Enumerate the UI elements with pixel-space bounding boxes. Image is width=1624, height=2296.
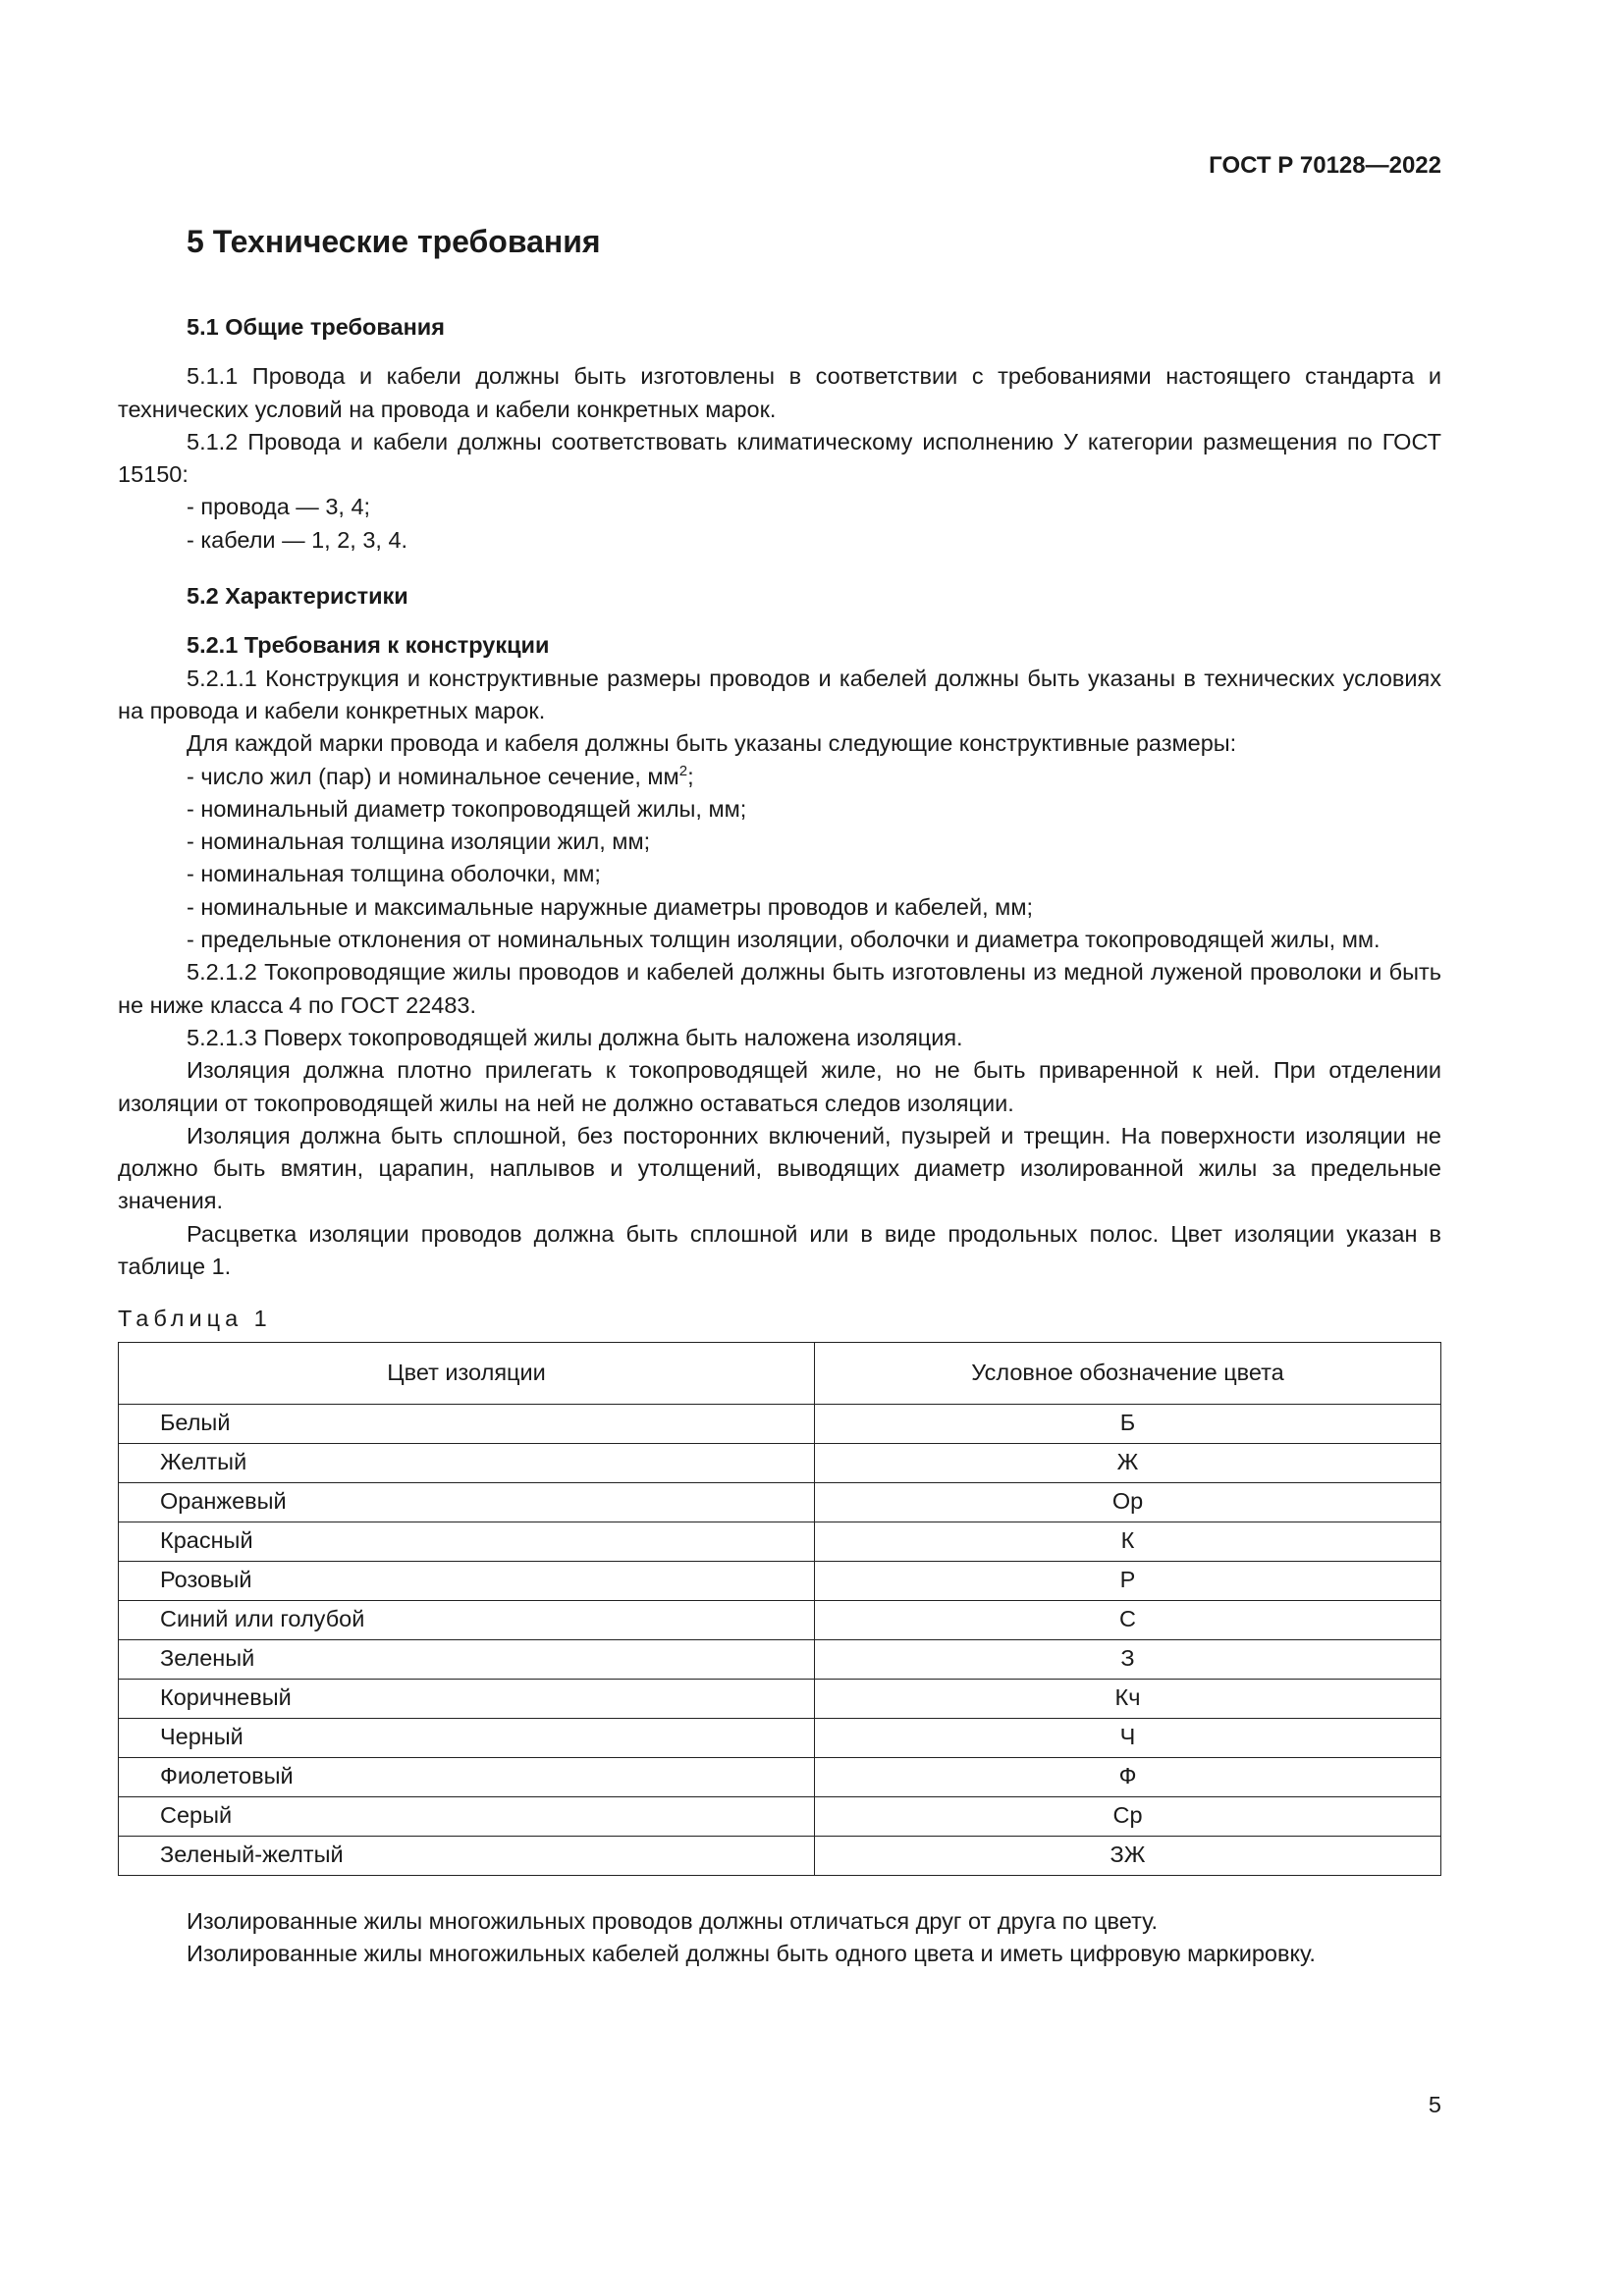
column-header: Условное обозначение цвета — [815, 1342, 1441, 1404]
paragraph-insulation-1: Изоляция должна плотно прилегать к токопроводящей жиле, но не быть приваренной к ней. При отделении изоляции от токопроводящей жилы на ней не должно оставаться следов изоляции. — [118, 1057, 1441, 1116]
list-item: - номинальный диаметр токопроводящей жилы, мм; — [187, 795, 747, 822]
page-number: 5 — [1428, 2092, 1441, 2117]
color-code-cell: Ср — [815, 1796, 1441, 1836]
color-name-cell: Белый — [119, 1404, 815, 1443]
color-code-cell: С — [815, 1600, 1441, 1639]
color-name-cell: Серый — [119, 1796, 815, 1836]
table-header-row — [119, 1342, 1441, 1404]
color-code-cell: Кч — [815, 1679, 1441, 1718]
color-name-cell: Желтый — [119, 1443, 815, 1482]
color-name-cell: Коричневый — [119, 1679, 815, 1718]
list-item: - номинальные и максимальные наружные диаметры проводов и кабелей, мм; — [187, 893, 1034, 920]
paragraph-after-table-2: Изолированные жилы многожильных кабелей должны быть одного цвета и иметь цифровую маркировку. — [187, 1940, 1316, 1966]
color-name-cell: Фиолетовый — [119, 1757, 815, 1796]
table-row — [119, 1443, 1441, 1482]
paragraph-5-2-1-1: 5.2.1.1 Конструкция и конструктивные размеры проводов и кабелей должны быть указаны в технических условиях на провода и кабели конкретных марок. — [118, 665, 1441, 723]
color-name-cell: Красный — [119, 1522, 815, 1561]
table-row — [119, 1796, 1441, 1836]
list-item: - число жил (пар) и номинальное сечение, $мм^2$; — [187, 762, 694, 789]
paragraph-dimensions-intro: Для каждой марки провода и кабеля должны быть указаны следующие конструктивные размеры: — [187, 730, 1237, 757]
table-row — [119, 1679, 1441, 1718]
color-code-cell: З — [815, 1639, 1441, 1679]
paragraph-insulation-2: Изоляция должна быть сплошной, без посторонних включений, пузырей и трещин. На поверхности изоляции не должно быть вмятин, царапин, наплывов и утолщений, выводящих диаметр изолированной жилы за предельные значения. — [118, 1122, 1441, 1214]
color-name-cell: Зеленый — [119, 1639, 815, 1679]
subsection-title-5-2: 5.2 Характеристики — [187, 583, 408, 610]
color-code-cell: Б — [815, 1404, 1441, 1443]
table-row — [119, 1600, 1441, 1639]
table-caption: Таблица 1 — [118, 1306, 272, 1332]
table-row — [119, 1718, 1441, 1757]
subsection-title-5-1: 5.1 Общие требования — [187, 314, 445, 340]
color-code-cell: ЗЖ — [815, 1836, 1441, 1875]
document-header: ГОСТ Р 70128—2022 — [1209, 152, 1441, 179]
list-item: - провода — 3, 4; — [187, 494, 371, 520]
table-row — [119, 1561, 1441, 1600]
list-item: - предельные отклонения от номинальных толщин изоляции, оболочки и диаметра токопроводящей жилы, мм. — [187, 927, 1380, 953]
table-row — [119, 1522, 1441, 1561]
color-code-cell: Ч — [815, 1718, 1441, 1757]
section-title: 5 Технические требования — [187, 224, 601, 259]
color-name-cell: Розовый — [119, 1561, 815, 1600]
paragraph-5-2-1-3: 5.2.1.3 Поверх токопроводящей жилы должна быть наложена изоляция. — [187, 1024, 963, 1050]
document-body — [118, 311, 1441, 1970]
paragraph-after-table-1: Изолированные жилы многожильных проводов должны отличаться друг от друга по цвету. — [187, 1907, 1159, 1934]
table-row — [119, 1404, 1441, 1443]
table-row — [119, 1836, 1441, 1875]
color-code-cell: Ф — [815, 1757, 1441, 1796]
table-row — [119, 1639, 1441, 1679]
list-item: - кабели — 1, 2, 3, 4. — [187, 526, 408, 553]
color-code-cell: Р — [815, 1561, 1441, 1600]
color-code-cell: Ор — [815, 1482, 1441, 1522]
color-name-cell: Черный — [119, 1718, 815, 1757]
paragraph-insulation-3: Расцветка изоляции проводов должна быть сплошной или в виде продольных полос. Цвет изоляции указан в таблице 1. — [118, 1220, 1441, 1280]
color-table — [118, 1342, 1441, 1876]
color-code-cell: Ж — [815, 1443, 1441, 1482]
paragraph-5-2-1-2: 5.2.1.2 Токопроводящие жилы проводов и кабелей должны быть изготовлены из медной луженой проволоки и быть не ниже класса 4 по ГОСТ 22483. — [118, 959, 1441, 1018]
table-row — [119, 1482, 1441, 1522]
color-code-cell: К — [815, 1522, 1441, 1561]
list-item: - номинальная толщина изоляции жил, мм; — [187, 828, 651, 855]
table-row — [119, 1757, 1441, 1796]
subsection-title-5-2-1: 5.2.1 Требования к конструкции — [187, 632, 550, 659]
list-item: - номинальная толщина оболочки, мм; — [187, 861, 601, 887]
color-name-cell: Синий или голубой — [119, 1600, 815, 1639]
paragraph-5-1-1: 5.1.1 Провода и кабели должны быть изготовлены в соответствии с требованиями настоящего стандарта и технических условий на провода и кабели конкретных марок. — [118, 363, 1441, 422]
color-name-cell: Зеленый-желтый — [119, 1836, 815, 1875]
paragraph-5-1-2: 5.1.2 Провода и кабели должны соответствовать климатическому исполнению У категории размещения по ГОСТ 15150: — [118, 428, 1441, 488]
column-header: Цвет изоляции — [119, 1342, 815, 1404]
color-name-cell: Оранжевый — [119, 1482, 815, 1522]
